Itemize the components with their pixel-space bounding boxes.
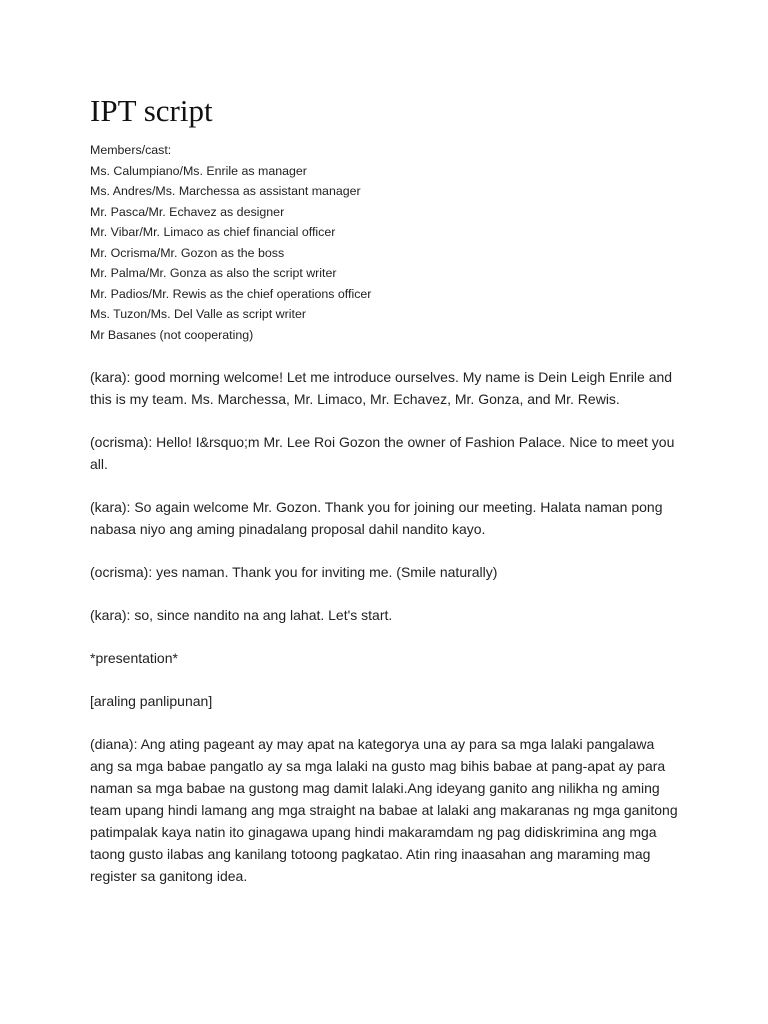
script-paragraph: (diana): Ang ating pageant ay may apat na kategorya una ay para sa mga lalaki pangalawa ang sa mga babae pangatlo ay sa mga lalaki na gusto mag bihis babae at pang-apat ay para naman sa mga babae na gustong mag damit lalaki.Ang ideyang ganito ang nilikha ng aming team upang hindi lamang ang mga straight na babae at lalaki ang makaranas ng mga ganitong patimpalak kaya natin ito ginagawa upang hindi makaramdam ng pag didiskrimina ang mga taong gusto ilabas ang kanilang totoong pagkatao. Atin ring inaasahan ang maraming mag register sa ganitong idea. — [90, 736, 678, 884]
script-body — [90, 366, 680, 908]
script-paragraph: *presentation* — [90, 650, 178, 666]
script-paragraph: (kara): So again welcome Mr. Gozon. Thank you for joining our meeting. Halata naman pong nabasa niyo ang aming pinadalang proposal dahil nandito kayo. — [90, 499, 663, 537]
member-line: Mr. Vibar/Mr. Limaco as chief financial officer — [90, 225, 336, 239]
member-line: Mr. Palma/Mr. Gonza as also the script writer — [90, 266, 337, 280]
member-line: Ms. Tuzon/Ms. Del Valle as script writer — [90, 307, 306, 321]
script-paragraph: (ocrisma): yes naman. Thank you for inviting me. (Smile naturally) — [90, 564, 498, 580]
member-line: Mr. Ocrisma/Mr. Gozon as the boss — [90, 245, 285, 260]
document-title: IPT script — [90, 93, 213, 128]
member-line: Ms. Andres/Ms. Marchessa as assistant manager — [90, 184, 361, 198]
member-line: Mr. Padios/Mr. Rewis as the chief operations officer — [90, 286, 372, 301]
script-paragraph: (kara): so, since nandito na ang lahat. Let's start. — [90, 607, 393, 623]
script-paragraph: [araling panlipunan] — [90, 693, 213, 709]
member-line: Mr. Pasca/Mr. Echavez as designer — [90, 204, 285, 219]
member-line: Mr Basanes (not cooperating) — [90, 327, 254, 342]
script-paragraph: (ocrisma): Hello! I&rsquo;m Mr. Lee Roi Gozon the owner of Fashion Palace. Nice to meet you all. — [90, 434, 675, 472]
member-line: Ms. Calumpiano/Ms. Enrile as manager — [90, 163, 307, 178]
members-heading: Members/cast: — [90, 143, 172, 157]
script-paragraph: (kara): good morning welcome! Let me introduce ourselves. My name is Dein Leigh Enrile and this is my team. Ms. Marchessa, Mr. Limaco, Mr. Echavez, Mr. Gonza, and Mr. Rewis. — [90, 369, 673, 407]
members-list — [90, 140, 371, 345]
